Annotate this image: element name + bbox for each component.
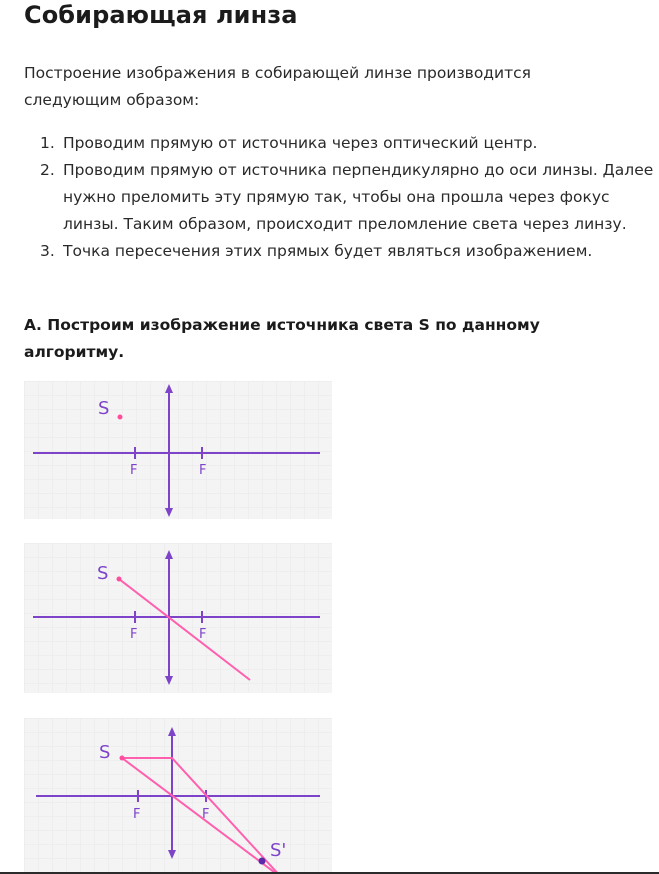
page-title: Собирающая линза bbox=[24, 1, 298, 29]
lens-diagram-1 bbox=[24, 381, 332, 519]
source-point bbox=[118, 415, 123, 420]
section-heading: А. Построим изображение источника света S по данному алгоритму. bbox=[24, 316, 540, 361]
focus-right-label: F bbox=[202, 807, 210, 822]
focus-left-label: F bbox=[133, 807, 141, 822]
step-text: Точка пересечения этих прямых будет являться изображением. bbox=[63, 242, 593, 260]
step-item bbox=[24, 157, 659, 238]
step-item bbox=[24, 130, 659, 157]
focus-right-label: F bbox=[199, 463, 207, 478]
image-label: S' bbox=[270, 840, 287, 861]
lens-diagram-2 bbox=[24, 543, 332, 693]
source-point bbox=[117, 577, 122, 582]
steps-list bbox=[24, 130, 659, 265]
source-label: S bbox=[99, 742, 111, 763]
step-item bbox=[24, 238, 659, 265]
focus-left-label: F bbox=[130, 627, 138, 642]
focus-right-label: F bbox=[199, 627, 207, 642]
focus-left-label: F bbox=[130, 463, 138, 478]
lens-diagram-3-svg bbox=[24, 718, 332, 872]
grid-background bbox=[24, 381, 332, 519]
source-point bbox=[120, 756, 125, 761]
image-point bbox=[259, 858, 266, 865]
step-text: Проводим прямую от источника перпендикулярно до оси линзы. Далее нужно преломить эту прямую так, чтобы она прошла через фокус линзы. Таким образом, происходит преломление света через линзу. bbox=[63, 161, 654, 233]
step-number: 3. bbox=[40, 242, 55, 260]
step-number: 1. bbox=[40, 134, 55, 152]
lens-diagram-1-svg bbox=[24, 381, 332, 519]
source-label: S bbox=[97, 563, 109, 584]
step-number: 2. bbox=[40, 161, 55, 179]
intro-paragraph: Построение изображения в собирающей линзе производится следующим образом: bbox=[24, 64, 531, 109]
lens-diagram-3 bbox=[24, 718, 332, 872]
lens-diagram-2-svg bbox=[24, 543, 332, 693]
source-label: S bbox=[98, 398, 110, 419]
step-text: Проводим прямую от источника через оптический центр. bbox=[63, 134, 538, 152]
